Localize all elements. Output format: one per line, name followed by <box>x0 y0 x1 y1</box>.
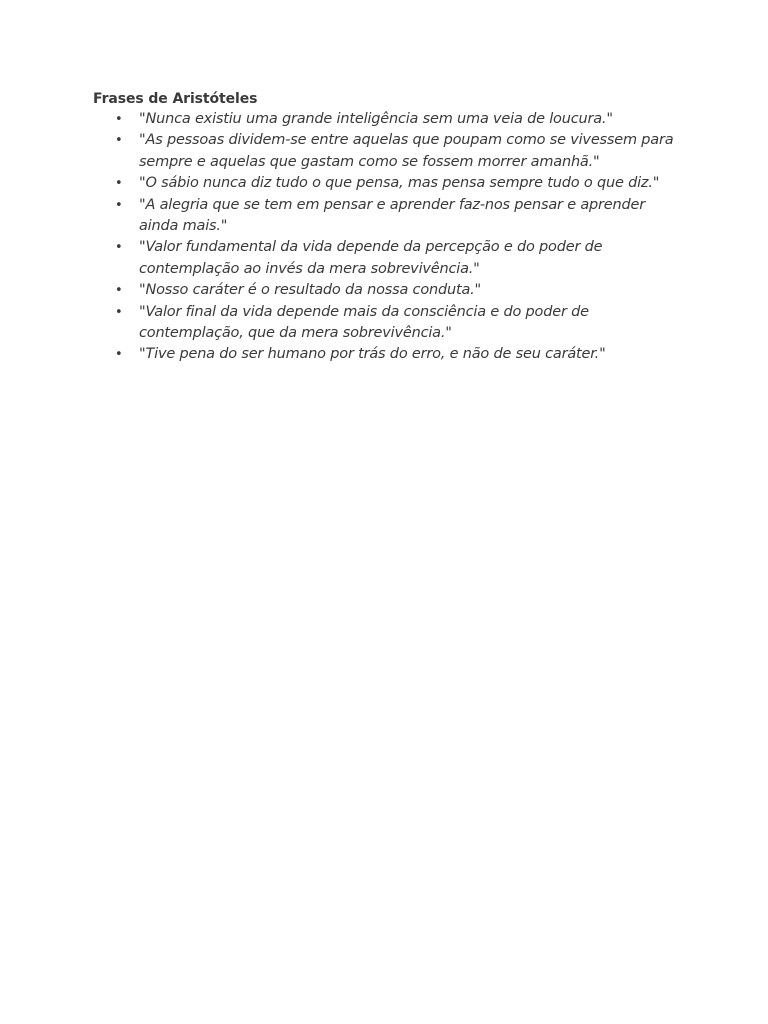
document-page <box>93 89 683 366</box>
list-item <box>115 173 683 194</box>
list-item <box>115 344 683 365</box>
bullet-icon: • <box>115 304 123 320</box>
list-item <box>115 302 683 345</box>
quote-text: "Nosso caráter é o resultado da nossa conduta." <box>139 282 482 299</box>
bullet-icon: • <box>115 197 123 213</box>
bullet-icon: • <box>115 133 123 149</box>
list-item <box>115 237 683 280</box>
bullet-icon: • <box>115 283 123 299</box>
quote-text: "O sábio nunca diz tudo o que pensa, mas pensa sempre tudo o que diz." <box>139 175 660 192</box>
quote-text: "Valor final da vida depende mais da consciência e do poder de contemplação, que da mera sobrevivência." <box>139 303 589 342</box>
quote-text: "As pessoas dividem-se entre aquelas que poupam como se vivessem para sempre e aquelas que gastam como se fossem morrer amanhã." <box>139 132 674 170</box>
bullet-icon: • <box>115 112 123 127</box>
quote-text: "Valor fundamental da vida depende da percepção e do poder de contemplação ao invés da mera sobrevivência." <box>139 239 603 277</box>
list-item <box>115 195 683 238</box>
list-item <box>115 280 683 301</box>
list-item <box>115 130 683 173</box>
bullet-icon: • <box>115 347 123 363</box>
bullet-icon: • <box>115 240 123 256</box>
quote-text: "A alegria que se tem em pensar e aprender faz-nos pensar e aprender ainda mais." <box>139 196 646 235</box>
quote-text: "Nunca existiu uma grande inteligência sem uma veia de loucura." <box>139 111 613 127</box>
list-item <box>115 109 683 130</box>
quote-list <box>93 109 683 366</box>
quote-text: "Tive pena do ser humano por trás do erro, e não de seu caráter." <box>139 346 606 363</box>
bullet-icon: • <box>115 176 123 192</box>
document-title: Frases de Aristóteles <box>93 91 258 107</box>
